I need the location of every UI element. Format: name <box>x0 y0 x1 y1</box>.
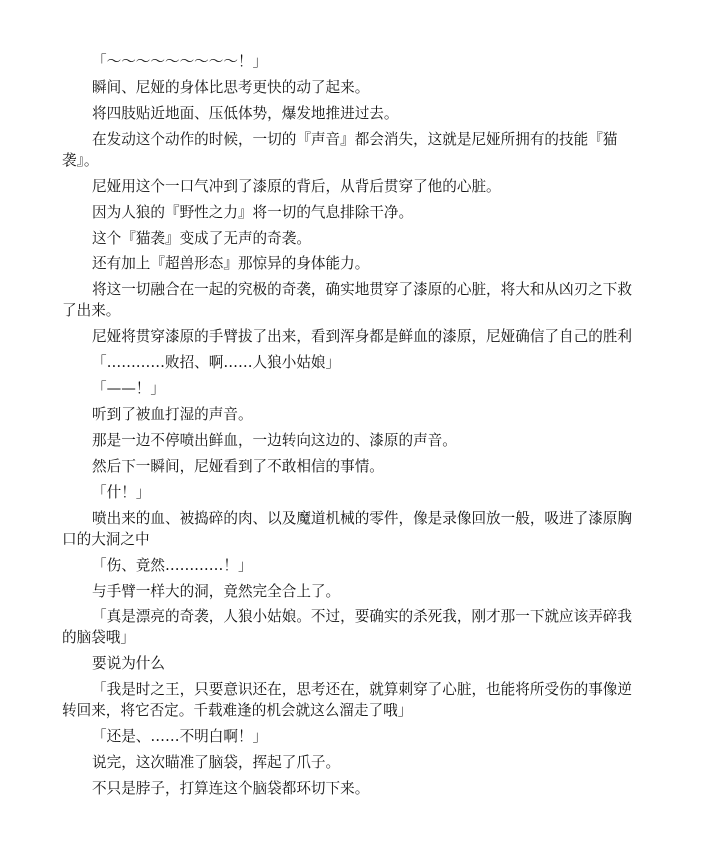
paragraph: 「伤、竟然…………！」 <box>92 556 253 574</box>
paragraph: 尼娅将贯穿漆原的手臂拔了出来，看到浑身都是鲜血的漆原，尼娅确信了自己的胜利 <box>92 328 632 346</box>
paragraph: 还有加上『超兽形态』那惊异的身体能力。 <box>92 255 370 273</box>
paragraph: 「还是、……不明白啊！」 <box>92 727 268 745</box>
paragraph: 喷出来的血、被捣碎的肉、以及魔道机械的零件，像是录像回放一般，吸进了漆原胸口的大洞之中 <box>62 509 632 548</box>
paragraph: 「…………败招、啊……人狼小姑娘」 <box>92 354 341 372</box>
paragraph: 「什！」 <box>92 483 151 501</box>
paragraph: 因为人狼的『野性之力』将一切的气息排除干净。 <box>92 203 414 221</box>
paragraph: 不只是脖子，打算连这个脑袋都环切下来。 <box>92 779 370 797</box>
paragraph: 尼娅用这个一口气冲到了漆原的背后，从背后贯穿了他的心脏。 <box>92 177 501 195</box>
paragraph: 瞬间、尼娅的身体比思考更快的动了起来。 <box>92 78 370 96</box>
paragraph: 这个『猫袭』变成了无声的奇袭。 <box>92 229 311 247</box>
paragraph: 说完，这次瞄准了脑袋，挥起了爪子。 <box>92 753 341 771</box>
paragraph: 将四肢贴近地面、压低体势，爆发地推进过去。 <box>92 104 399 122</box>
paragraph: 在发动这个动作的时候，一切的『声音』都会消失，这就是尼娅所拥有的技能『猫袭』。 <box>62 130 618 169</box>
paragraph: 要说为什么 <box>92 655 165 673</box>
paragraph: 「我是时之王，只要意识还在，思考还在，就算刺穿了心脏，也能将所受伤的事像逆转回来，将它否定。千载难逢的机会就这么溜走了哦」 <box>62 681 632 719</box>
paragraph: 然后下一瞬间，尼娅看到了不敢相信的事情。 <box>92 457 384 475</box>
paragraph: 与手臂一样大的洞，竟然完全合上了。 <box>92 582 341 600</box>
paragraph: 「——！」 <box>92 380 165 398</box>
paragraph: 那是一边不停喷出鲜血，一边转向这边的、漆原的声音。 <box>92 431 457 449</box>
paragraph: 将这一切融合在一起的究极的奇袭，确实地贯穿了漆原的心脏，将大和从凶刃之下救了出来。 <box>62 281 632 320</box>
document-page <box>62 52 640 805</box>
paragraph: 「～～～～～～～～～！」 <box>92 53 268 70</box>
paragraph: 听到了被血打湿的声音。 <box>92 406 253 423</box>
paragraph: 「真是漂亮的奇袭，人狼小姑娘。不过，要确实的杀死我，刚才那一下就应该弄碎我的脑袋哦」 <box>62 608 632 647</box>
